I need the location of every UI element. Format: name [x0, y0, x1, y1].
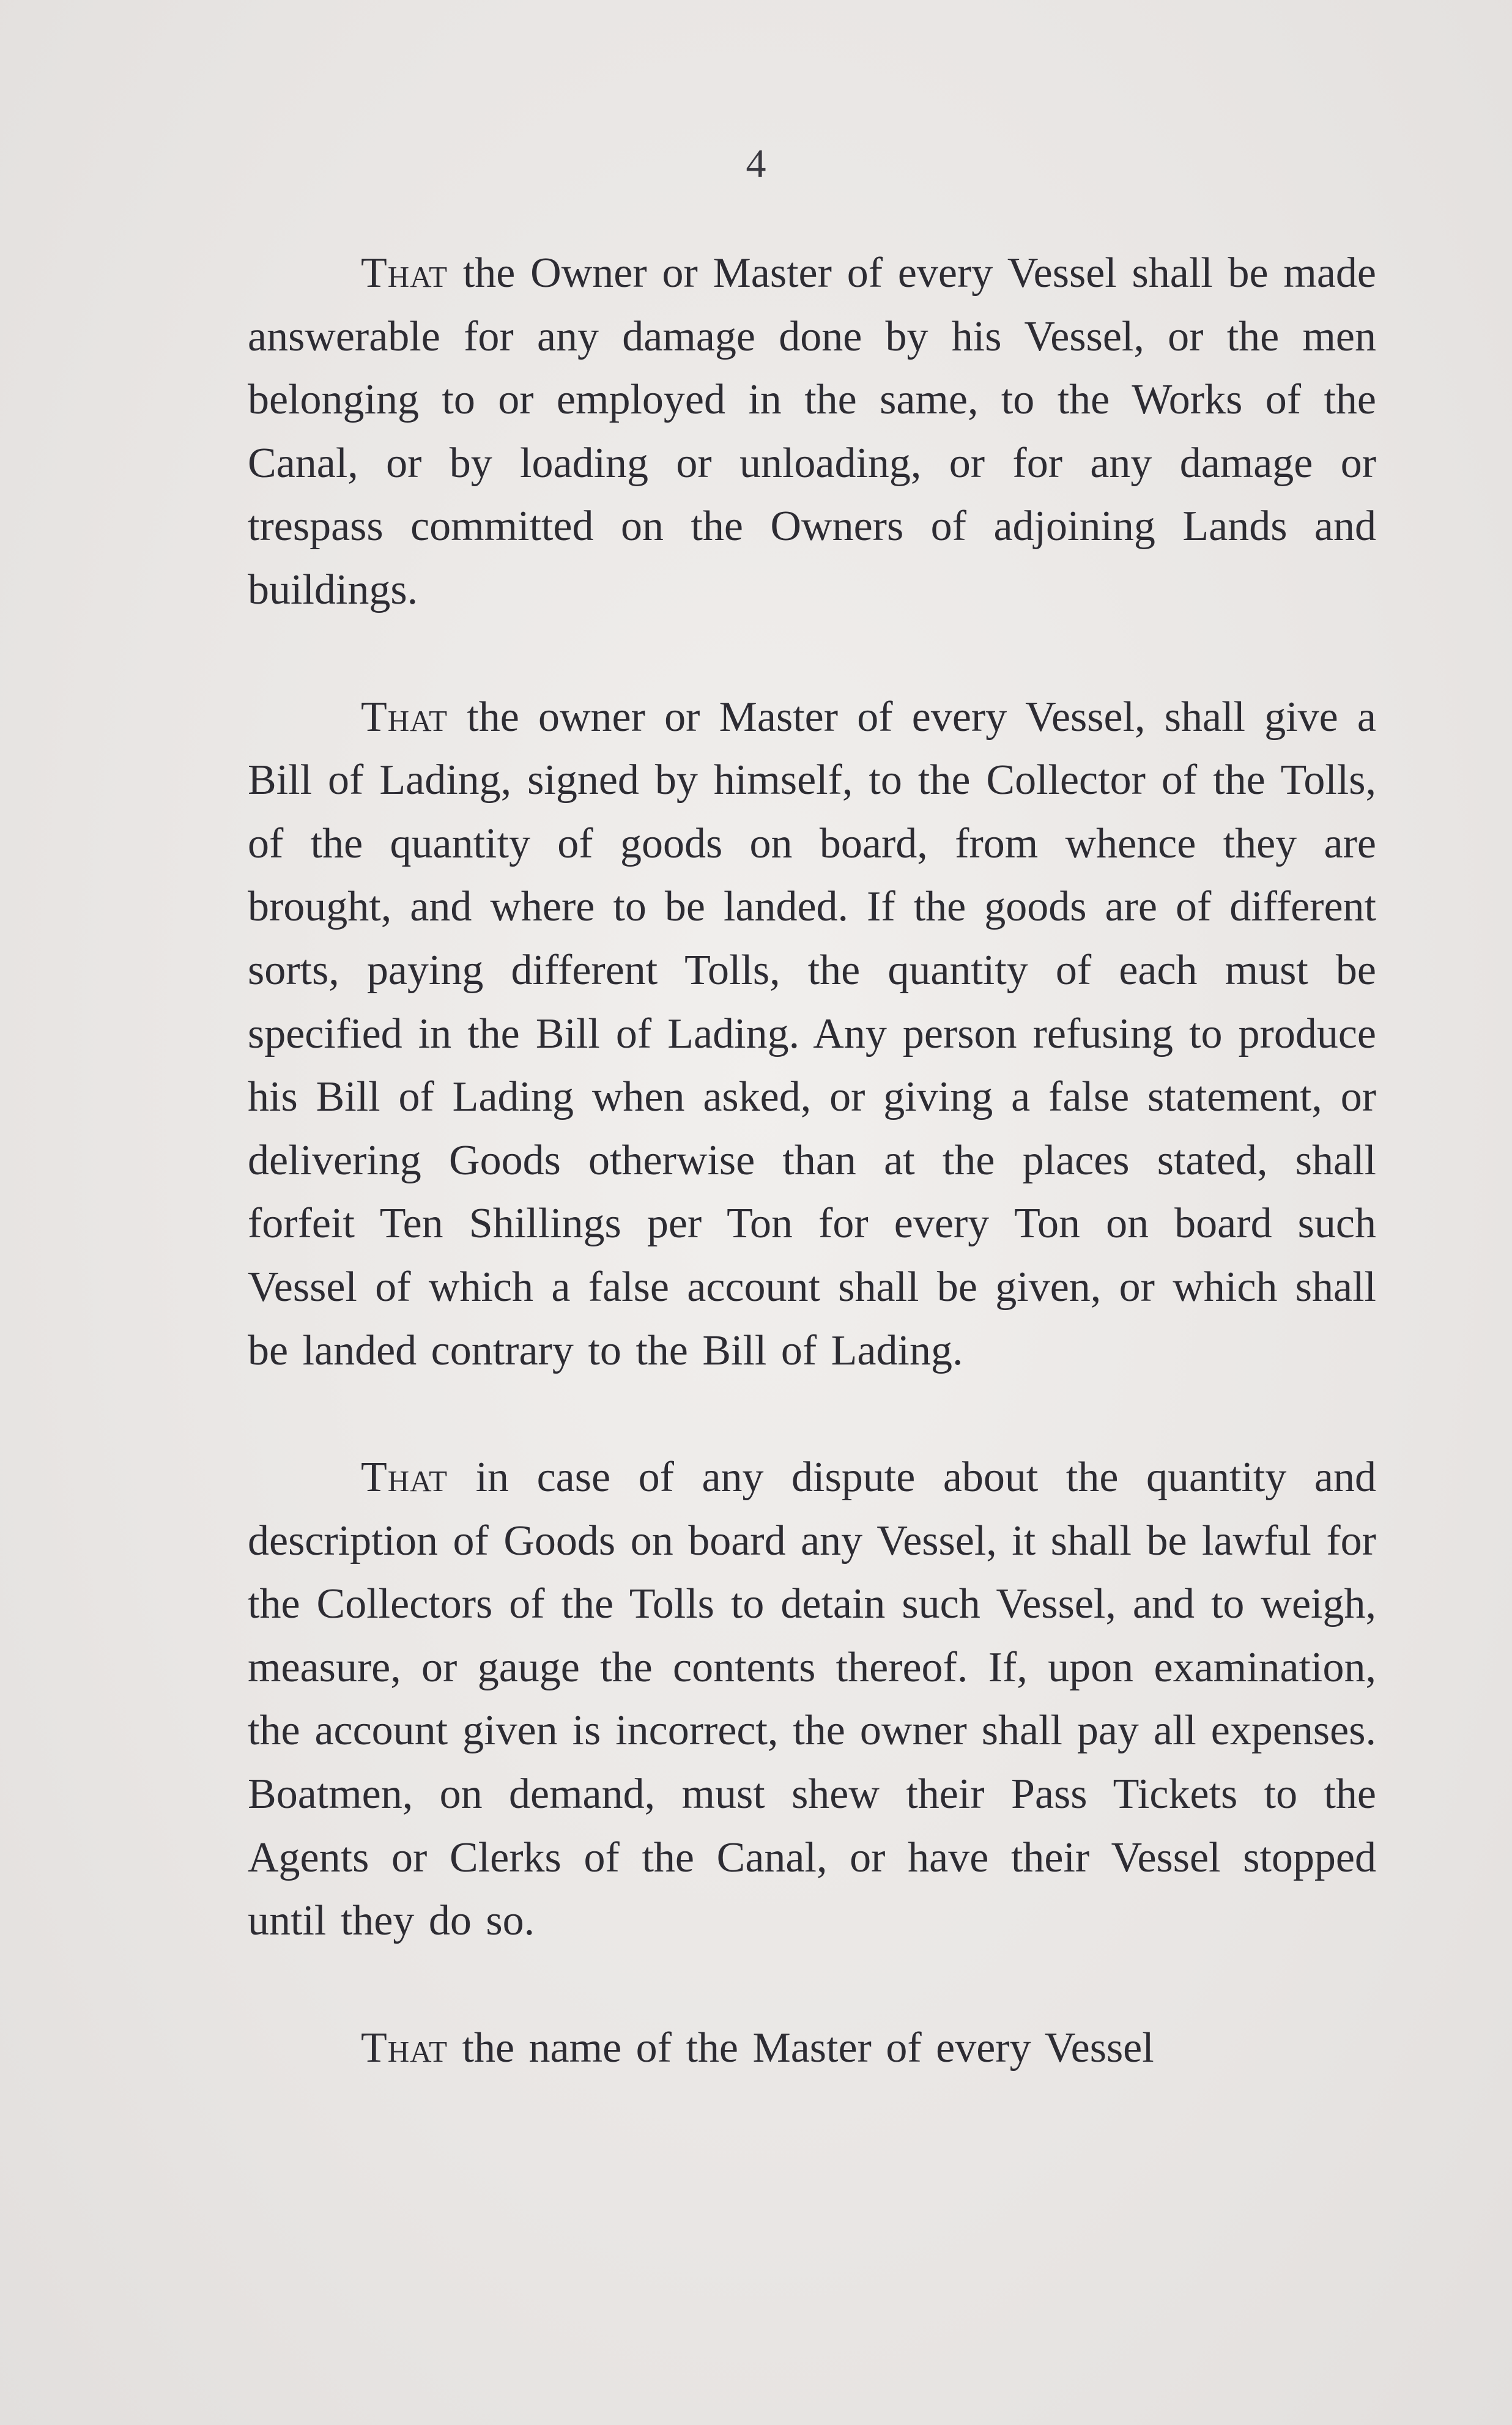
paragraph-text: the name of the Master of every Vessel [448, 2024, 1154, 2071]
paragraph-lead: That [361, 693, 448, 741]
paragraph-owner-liability [248, 242, 1376, 622]
paragraph-bill-of-lading [248, 686, 1376, 1383]
paragraph-lead: That [361, 2024, 448, 2071]
paragraph-lead: That [361, 250, 448, 297]
paragraph-dispute [248, 1446, 1376, 1953]
paragraph-master-name [248, 2016, 1376, 2080]
paragraph-text: the owner or Master of every Vessel, shall give a Bill of Lading, signed by himself, to the Collector of the Tolls, of the quantity of goods on board, from whence they are brought, and where to be landed. If the goods are of different sorts, paying different Tolls, the quantity of each must be specified in the Bill of Lading. Any person refusing to produce his Bill of Lading when asked, or giving a false statement, or delivering Goods otherwise than at the places stated, shall forfeit Ten Shillings per Ton for every Ton on board such Vessel of which a false account shall be given, or which shall be landed contrary to the Bill of Lading. [248, 693, 1376, 1374]
paragraph-text: in case of any dispute about the quantity and description of Goods on board any Vessel, it shall be lawful for the Collectors of the Tolls to detain such Vessel, and to weigh, measure, or gauge the contents thereof. If, upon examination, the account given is incorrect, the owner shall pay all expenses. Boatmen, on demand, must shew their Pass Tickets to the Agents or Clerks of the Canal, or have their Vessel stopped until they do so. [248, 1454, 1376, 1945]
page-body [248, 242, 1376, 2079]
paragraph-text: the Owner or Master of every Vessel shall be made answerable for any damage done by his Vessel, or the men belonging to or employed in the same, to the Works of the Canal, or by loading or unloading, or for any damage or trespass committed on the Owners of adjoining Lands and buildings. [248, 250, 1376, 613]
paragraph-lead: That [361, 1454, 448, 1501]
page-number: 4 [746, 141, 766, 186]
